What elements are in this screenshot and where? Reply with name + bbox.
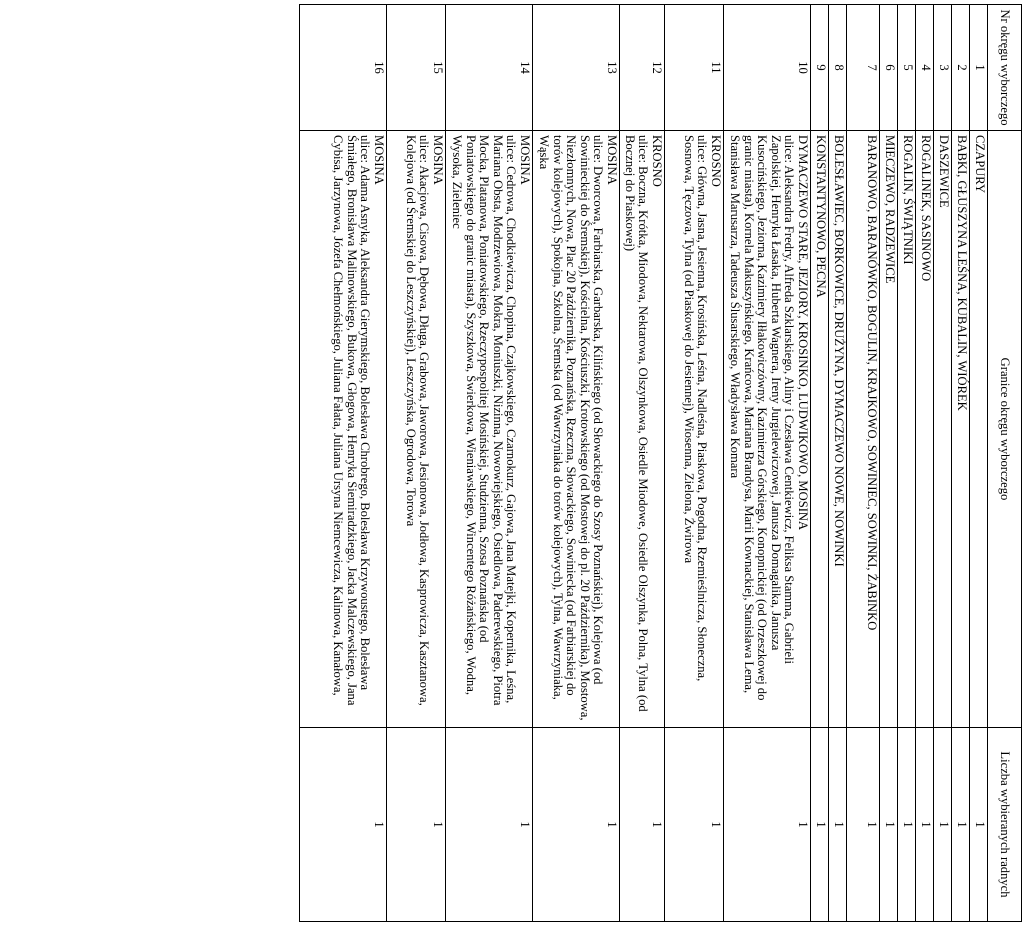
- councillor-count: 1: [665, 728, 724, 922]
- district-number: 11: [665, 5, 724, 131]
- district-boundaries: [387, 131, 446, 728]
- district-name: KONSTANTYNOWO, PECNA: [814, 135, 828, 298]
- district-name: MOSINA: [431, 135, 445, 185]
- table-row: [952, 5, 970, 922]
- header-district-boundaries: Granice okręgu wyborczego: [988, 131, 1022, 728]
- district-streets: ulice: Akacjowa, Cisowa, Dębowa, Długa, Grabowa, Jaworowa, Jesionowa, Jodłowa, Kasprowicza, Kasztanowa, Kolejowa (od Śremskiej do Leszczyńskiej), Leszczyńska, Ogrodowa, Torowa: [403, 135, 432, 706]
- district-number: 13: [533, 5, 620, 131]
- councillor-count: 1: [446, 728, 533, 922]
- district-name: MIECZEWO, RADZEWICE: [883, 135, 897, 284]
- table-row: [970, 5, 988, 922]
- table-row: [934, 5, 952, 922]
- table-row: [665, 5, 724, 922]
- table-row: [300, 5, 387, 922]
- table-row: [811, 5, 829, 922]
- electoral-districts-table: [299, 4, 1022, 922]
- district-name: DASZEWICE: [937, 135, 951, 208]
- district-boundaries: [665, 131, 724, 728]
- table-row: [446, 5, 533, 922]
- district-name: ROGALINEK, SASINOWO: [919, 135, 933, 282]
- district-boundaries: [952, 131, 970, 728]
- district-name: MOSINA: [605, 135, 619, 185]
- district-number: 16: [300, 5, 387, 131]
- district-boundaries: [811, 131, 829, 728]
- district-boundaries: [620, 131, 665, 728]
- header-councillor-count: Liczba wybieranych radnych: [988, 728, 1022, 922]
- table-header-row: [988, 5, 1022, 922]
- district-number: 7: [847, 5, 880, 131]
- district-number: 6: [880, 5, 898, 131]
- district-name: DYMACZEWO STARE, JEZIORY, KROSINKO, LUDWIKOWO, MOSINA: [796, 135, 810, 531]
- district-boundaries: [300, 131, 387, 728]
- councillor-count: 1: [916, 728, 934, 922]
- district-number: 3: [934, 5, 952, 131]
- district-number: 1: [970, 5, 988, 131]
- councillor-count: 1: [387, 728, 446, 922]
- district-streets: ulice: Boczna, Krótka, Miodowa, Nektarowa, Olszynkowa, Osiedle Miodowe, Osiedle Olszynka, Polna, Tylna (od Bocznej do Piaskowej): [622, 135, 651, 712]
- header-district-number: Nr okręgu wyborczego: [988, 5, 1022, 131]
- councillor-count: 1: [952, 728, 970, 922]
- table-row: [847, 5, 880, 922]
- district-streets: ulice: Cedrowa, Chodkiewicza, Chopina, Czajkowskiego, Czarnokurz, Gajowa, Jana Matejki, Kopernika, Leśna, Mariana Obsta, Modrzewiowa, Mokra, Moniuszki, Nizinna, Nowowiejskiego, Osiedlowa, Paderewskiego, Piotra Mocka, Platanowa, Poniatowskiego, Rzeczypospolitej Mosińskiej, Studzienna, Szosa Poznańska (od Poniatowskiego do granic miasta), Szyszkowa, Świerkowa, Wieniawskiego, Wincentego Różańskiego, Wodna, Wysoka, Zieleniec: [450, 135, 519, 706]
- district-number: 8: [829, 5, 847, 131]
- table-row: [387, 5, 446, 922]
- councillor-count: 1: [970, 728, 988, 922]
- district-boundaries: [446, 131, 533, 728]
- councillor-count: 1: [724, 728, 811, 922]
- district-number: 14: [446, 5, 533, 131]
- district-number: 15: [387, 5, 446, 131]
- councillor-count: 1: [811, 728, 829, 922]
- district-name: BOLESŁAWIEC, BORKOWICE, DRUŻYNA, DYMACZEWO NOWE, NOWINKI: [832, 135, 846, 567]
- district-number: 2: [952, 5, 970, 131]
- district-streets: ulice: Aleksandra Fredry, Alfreda Szklarskiego, Aliny i Czesława Centkiewicz, Feliksa Stamma, Gabrieli Zapolskiej, Henryka Łasaka, Huberta Wagnera, Ireny Jurgielewiczowej, Janusza Domagalika, Janusza Kusocińskiego, Jeziorna, Kazimiery Iłłakowiczówny, Kazimierza Górskiego, Konopnickiej (od Orzeszkowej do granic miasta), Kornela Makuszyńskiego, Krańcowa, Mariana Brandysa, Marii Kownackiej, Stanisława Lema, Stanisława Marusarza, Tadeusza Ślusarskiego, Władysława Komara: [728, 135, 797, 701]
- table-row: [620, 5, 665, 922]
- table-row: [898, 5, 916, 922]
- district-name: KROSNO: [650, 135, 664, 187]
- district-streets: ulice: Główna, Jasna, Jesienna, Krosińska, Leśna, Nadleśna, Piaskowa, Pogodna, Rzemieślnicza, Słoneczna, Sosnowa, Tęczowa, Tylna (od Piaskowej do Jesiennej), Wiosenna, Zielona, Żwirowa: [681, 135, 710, 682]
- district-number: 4: [916, 5, 934, 131]
- district-boundaries: [970, 131, 988, 728]
- councillor-count: 1: [620, 728, 665, 922]
- councillor-count: 1: [847, 728, 880, 922]
- district-number: 10: [724, 5, 811, 131]
- councillor-count: 1: [880, 728, 898, 922]
- district-number: 12: [620, 5, 665, 131]
- councillor-count: 1: [300, 728, 387, 922]
- councillor-count: 1: [533, 728, 620, 922]
- district-name: MOSINA: [372, 135, 386, 185]
- district-boundaries: [880, 131, 898, 728]
- district-streets: ulice: Dworcowa, Farbiarska, Garbarska, Kilińskiego (od Słowackiego do Szosy Poznańskiej), Kolejowa (od Sowinieckiej do Śremskiej), Kościelna, Kościuszki, Krotowskiego (od Mostowej do pl. 20 Października), Mostowa, Niezłomnych, Nowa, Plac 20 Października, Poznańska, Rzeczna, Słowackiego, Sowiniecka (od Farbiarskiej do torów kolejowych), Spokojna, Szkolna, Śremska (od Wawrzyniaka do torów kolejowych), Tylna, Wawrzyniaka, Wąska: [537, 135, 606, 721]
- district-number: 9: [811, 5, 829, 131]
- councillor-count: 1: [829, 728, 847, 922]
- district-name: BABKI, GŁUSZYNA LEŚNA, KUBALIN, WIÓREK: [955, 135, 969, 411]
- district-boundaries: [916, 131, 934, 728]
- district-name: ROGALIN, ŚWIĄTNIKI: [901, 135, 915, 265]
- district-name: BARANOWO, BARANÓWKO, BOGULIN, KRAJKOWO, SOWINIEC, SOWINKI, ŻABINKO: [865, 135, 879, 631]
- table-row: [533, 5, 620, 922]
- table-row: [880, 5, 898, 922]
- district-boundaries: [533, 131, 620, 728]
- table-row: [829, 5, 847, 922]
- district-name: CZAPURY: [973, 135, 987, 194]
- councillor-count: 1: [934, 728, 952, 922]
- district-boundaries: [829, 131, 847, 728]
- table-row: [724, 5, 811, 922]
- district-name: MOSINA: [518, 135, 532, 185]
- district-name: KROSNO: [709, 135, 723, 187]
- councillor-count: 1: [898, 728, 916, 922]
- table-row: [916, 5, 934, 922]
- district-streets: ulice: Adama Asnyka, Aleksandra Gierymskiego, Bolesława Chrobrego, Bolesława Krzywoustego, Bolesława Śmiałego, Bronisława Malinowskiego, Bukowa, Głogowa, Henryka Siemiradzkiego, Jacka Malczewskiego, Jana Cybisa, Jarzynowa, Józefa Chełmońskiego, Juliana Fałata, Juliana Ursyna Niemcewicza, Kalinowa, Kanałowa,: [331, 135, 373, 706]
- district-boundaries: [898, 131, 916, 728]
- district-boundaries: [847, 131, 880, 728]
- district-number: 5: [898, 5, 916, 131]
- district-boundaries: [934, 131, 952, 728]
- district-boundaries: [724, 131, 811, 728]
